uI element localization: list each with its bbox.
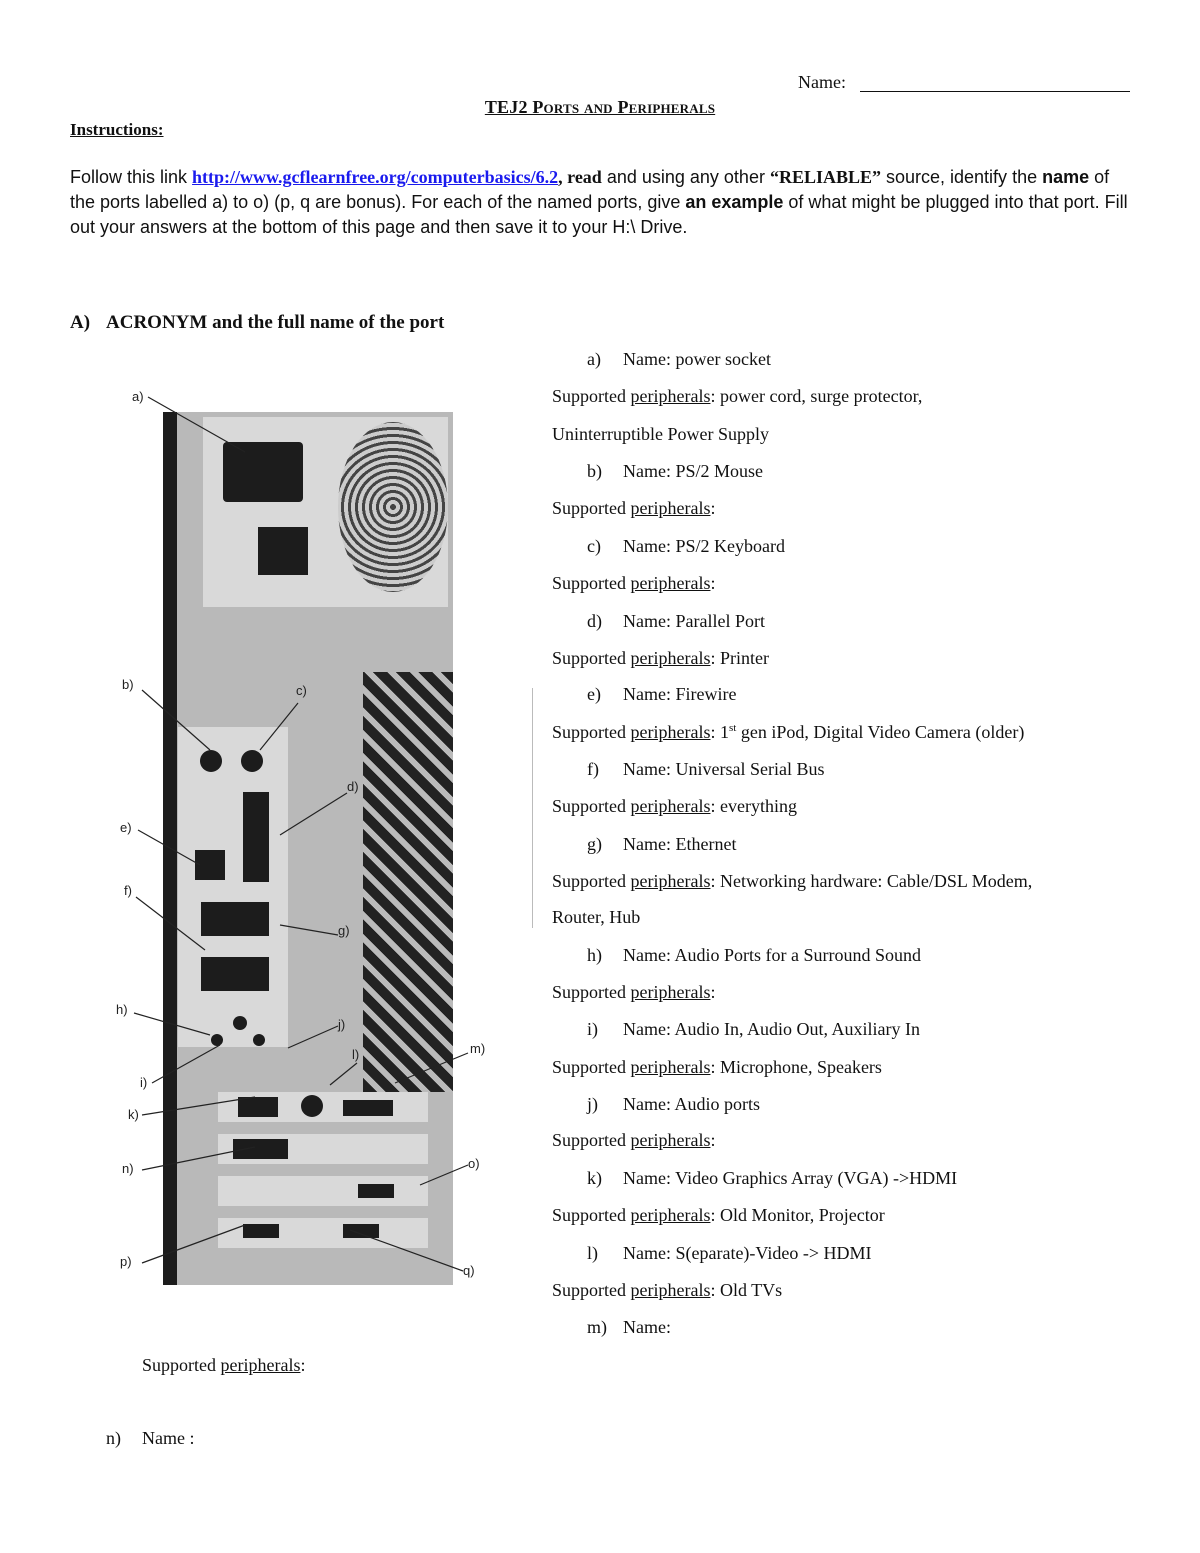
port-a-peripherals: Supported peripherals: power cord, surge protector, [552, 386, 923, 406]
leader-g [280, 925, 338, 935]
section-a-text: ACRONYM and the full name of the port [106, 312, 445, 333]
port-b-peripherals: Supported peripherals: [552, 498, 716, 518]
instr-text-2: , [558, 167, 568, 187]
figure-label-b: b) [122, 677, 134, 692]
port-e-name: e) Name: Firewire [587, 684, 737, 704]
port-g-peripherals: Supported peripherals: Networking hardware: Cable/DSL Modem, [552, 871, 1033, 891]
section-a-letter: A) [70, 312, 91, 333]
section-a-heading [70, 312, 444, 334]
instructions-heading: Instructions: [70, 120, 164, 139]
port-j-name: j) Name: Audio ports [587, 1094, 760, 1114]
instr-read: read [567, 167, 602, 187]
figure-label-c: c) [296, 683, 307, 698]
leader-p [142, 1225, 245, 1263]
leader-b [142, 690, 210, 750]
leader-i [152, 1045, 220, 1083]
port-a-peripherals-cont: Uninterruptible Power Supply [552, 424, 769, 444]
figure-label-d: d) [347, 779, 359, 794]
port-c-name: c) Name: PS/2 Keyboard [587, 536, 785, 556]
figure-label-j: j) [338, 1017, 346, 1032]
port-j-peripherals: Supported peripherals: [552, 1130, 716, 1150]
figure-label-o: o) [468, 1156, 480, 1171]
instr-text-1: Follow this link [70, 167, 193, 187]
figure-label-e: e) [120, 820, 132, 835]
instr-reliable: “RELIABLE” [769, 167, 881, 187]
leader-h [134, 1013, 210, 1035]
port-b-name: b) Name: PS/2 Mouse [587, 461, 764, 481]
port-h-name: h) Name: Audio Ports for a Surround Sound [587, 945, 921, 965]
figure-label-a: a) [132, 389, 144, 404]
figure-label-k: k) [128, 1107, 139, 1122]
name-label: Name: [798, 72, 846, 92]
name-field-line[interactable] [860, 91, 1130, 92]
port-k-name: k) Name: Video Graphics Array (VGA) ->HDMI [587, 1168, 958, 1188]
leader-a [148, 397, 245, 452]
port-m-name: m) Name: [587, 1317, 671, 1337]
instr-example: an example [685, 192, 784, 212]
port-f-name: f) Name: Universal Serial Bus [587, 759, 825, 779]
figure-label-p: p) [120, 1254, 132, 1269]
instr-text-4: source, identify the [881, 167, 1043, 187]
instr-text-5: of the ports labelled a) to o) (p, q are bonus). For each of the named ports, give [70, 167, 1110, 212]
document-title: TEJ2 Ports and Peripherals [484, 97, 716, 117]
leader-o [420, 1165, 468, 1185]
port-d-name: d) Name: Parallel Port [587, 611, 765, 631]
port-l-name: l) Name: S(eparate)-Video -> HDMI [587, 1243, 872, 1263]
figure-label-g: g) [338, 923, 350, 938]
figure-label-l: l) [352, 1047, 360, 1062]
port-k-peripherals: Supported peripherals: Old Monitor, Projector [552, 1205, 885, 1225]
figure-leader-lines [110, 385, 500, 1295]
port-d-peripherals: Supported peripherals: Printer [552, 648, 769, 668]
instr-name-word: name [1042, 167, 1090, 187]
port-g-name: g) Name: Ethernet [587, 834, 737, 854]
port-i-peripherals: Supported peripherals: Microphone, Speakers [552, 1057, 882, 1077]
port-e-peripherals: Supported peripherals: 1st gen iPod, Digital Video Camera (older) [552, 722, 1025, 742]
instr-text-3: and using any other [601, 167, 770, 187]
port-n-name: n) Name : [106, 1428, 195, 1448]
port-c-peripherals: Supported peripherals: [552, 573, 716, 593]
leader-e [138, 830, 200, 865]
leader-l [330, 1063, 357, 1085]
figure-label-i: i) [140, 1075, 148, 1090]
port-h-peripherals: Supported peripherals: [552, 982, 716, 1002]
leader-n [142, 1147, 255, 1170]
leader-q [350, 1230, 463, 1271]
instr-text-6: of what might be plugged into that port. Fill out your answers at the bottom of this page and then save it to your H:\ Drive. [70, 192, 1128, 237]
leader-k [142, 1097, 255, 1115]
figure-label-h: h) [116, 1002, 128, 1017]
figure-label-n: n) [122, 1161, 134, 1176]
leader-m [395, 1053, 468, 1083]
leader-f [136, 897, 205, 950]
port-i-name: i) Name: Audio In, Audio Out, Auxiliary In [587, 1019, 920, 1039]
computer-back-panel-figure [110, 385, 500, 1295]
port-f-peripherals: Supported peripherals: everything [552, 796, 797, 816]
instructions-paragraph [70, 165, 1130, 240]
figure-label-q: q) [463, 1263, 475, 1278]
leader-d [280, 793, 347, 835]
leader-j [288, 1026, 338, 1048]
port-l-peripherals: Supported peripherals: Old TVs [552, 1280, 783, 1300]
leader-c [260, 703, 298, 750]
vertical-divider [532, 688, 533, 928]
port-g-peripherals-cont: Router, Hub [552, 907, 641, 927]
bottom-supported-peripherals: Supported peripherals: [142, 1355, 306, 1375]
port-a-name: a) Name: power socket [587, 349, 771, 369]
figure-label-m: m) [470, 1041, 486, 1056]
gcflearnfree-link[interactable]: http://www.gcflearnfree.org/computerbasics/6.2 [192, 167, 559, 187]
figure-label-f: f) [124, 883, 132, 898]
